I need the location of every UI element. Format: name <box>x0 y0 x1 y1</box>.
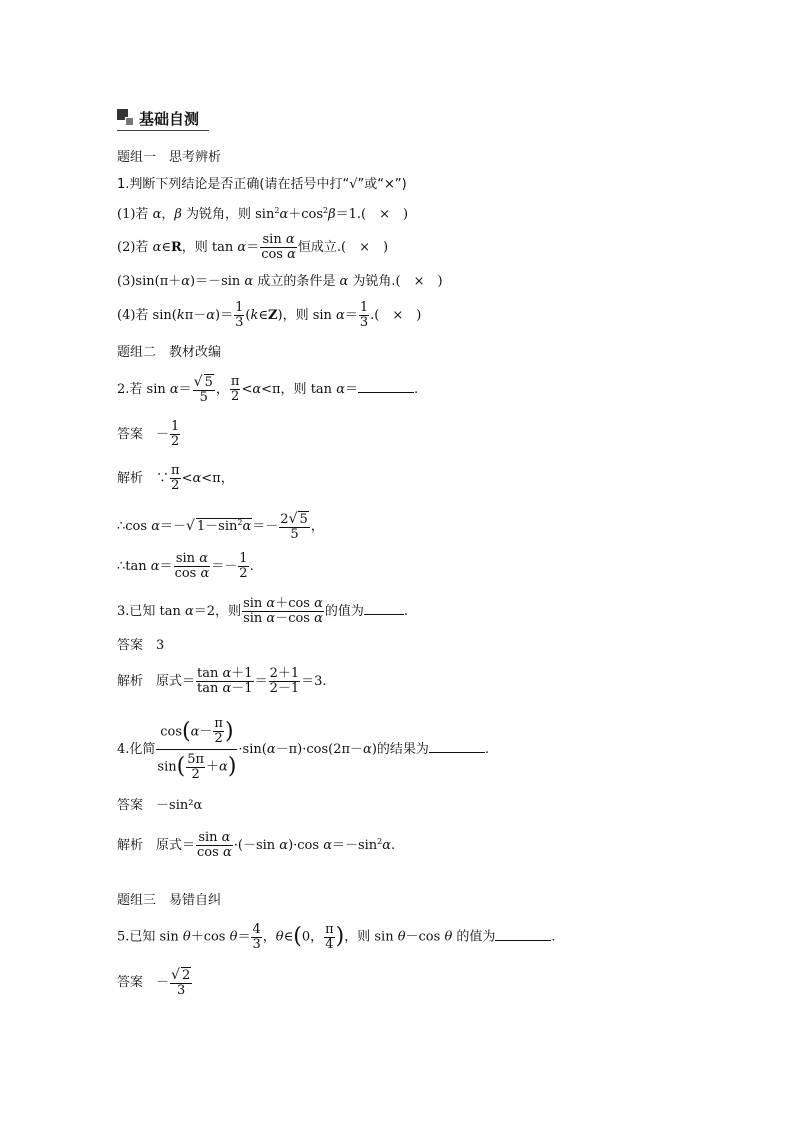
section-header <box>117 104 209 131</box>
answer-3: 答案 3 <box>117 638 165 653</box>
answer-blank[interactable] <box>364 602 404 615</box>
answer-4: 答案 －sin²α <box>117 798 203 813</box>
question-3: 3.已知 tan α＝2，则 $\frac{\text{sin α＋cos α}}{\text{sin α－cos α}}$ 的值为 . <box>117 596 409 626</box>
fraction: $\frac{\text{sin α}}{\text{cos α}}$ <box>261 232 296 262</box>
solution-2-line-1: 解析 ∵ $\frac{\pi}{2}$ <α<π， <box>117 463 234 493</box>
judgment-mark: × <box>413 274 425 289</box>
group-title-2: 题组二 教材改编 <box>117 345 222 360</box>
judgment-mark: × <box>392 308 404 323</box>
question-1-item-1: (1)若 α，β 为锐角，则 $\sin^2\alpha+\cos^2\beta=1$.( × ) <box>117 206 409 222</box>
answer-5: 答案 － $\frac{√ 2}{3}$ <box>117 966 191 998</box>
solution-4: 解析 原式＝ $\frac{\text{sin α}}{\text{cos α}}$ ·(－sin α)·cos $\alpha=-\sin^2\alpha$. <box>117 830 396 860</box>
question-1-stem: 1.判断下列结论是否正确(请在括号中打“√”或“×”) <box>117 177 407 192</box>
group-title-1: 题组一 思考辨析 <box>117 150 222 165</box>
question-1-item-3: (3)sin(π＋α)＝－sin α 成立的条件是 α 为锐角.( × ) <box>117 274 443 289</box>
question-2: 2.若 sin α＝ $\frac{√ 5}{5}$ ， $\frac{\pi}{2}$ <α<π，则 tan α＝ . <box>117 373 419 405</box>
question-1-item-2: (2)若 α∈R，则 tan α＝ $\frac{\text{sin α}}{\text{cos α}}$ 恒成立.( × ) <box>117 232 389 262</box>
question-4: 4.化简 cos(α－ $\frac{\pi}{2}$ ) sin( $\frac{5\pi}{2}$ ＋α) ·sin(α－π)·cos(2π－α)的结果为 . <box>117 712 489 788</box>
group-title-3: 题组三 易错自纠 <box>117 893 222 908</box>
solution-2-line-3: ∴tan α＝ $\frac{\text{sin α}}{\text{cos α}}$ ＝－ $\frac{1}{2}$ . <box>117 551 254 581</box>
solution-3: 解析 原式＝ $\frac{\text{tan α＋1}}{\text{tan α－1}}$ ＝ $\frac{2+1}{2-1}$ ＝3. <box>117 666 327 696</box>
section-title: 基础自测 <box>139 110 200 128</box>
answer-2: 答案 － $\frac{1}{2}$ <box>117 419 180 449</box>
question-1-item-4: (4)若 sin(kπ－α)＝ $\frac{1}{3}$ (k∈Z)，则 sin α＝ $\frac{1}{3}$ .( × ) <box>117 300 422 330</box>
answer-blank[interactable] <box>495 928 551 941</box>
square-bullet-icon <box>117 109 132 124</box>
judgment-mark: × <box>379 207 390 222</box>
answer-blank[interactable] <box>429 740 485 753</box>
judgment-mark: × <box>359 240 371 255</box>
question-5: 5.已知 sin θ＋cos θ＝ $\frac{4}{3}$ ，θ∈(0， $\frac{\pi}{4}$ )，则 sin θ－cos θ 的值为 . <box>117 921 556 952</box>
answer-blank[interactable] <box>358 380 414 393</box>
solution-2-line-2: ∴cos α＝－√ $1-\sin^2\alpha=-$ $\frac{2√ 5}{5}$ ， <box>117 510 324 542</box>
